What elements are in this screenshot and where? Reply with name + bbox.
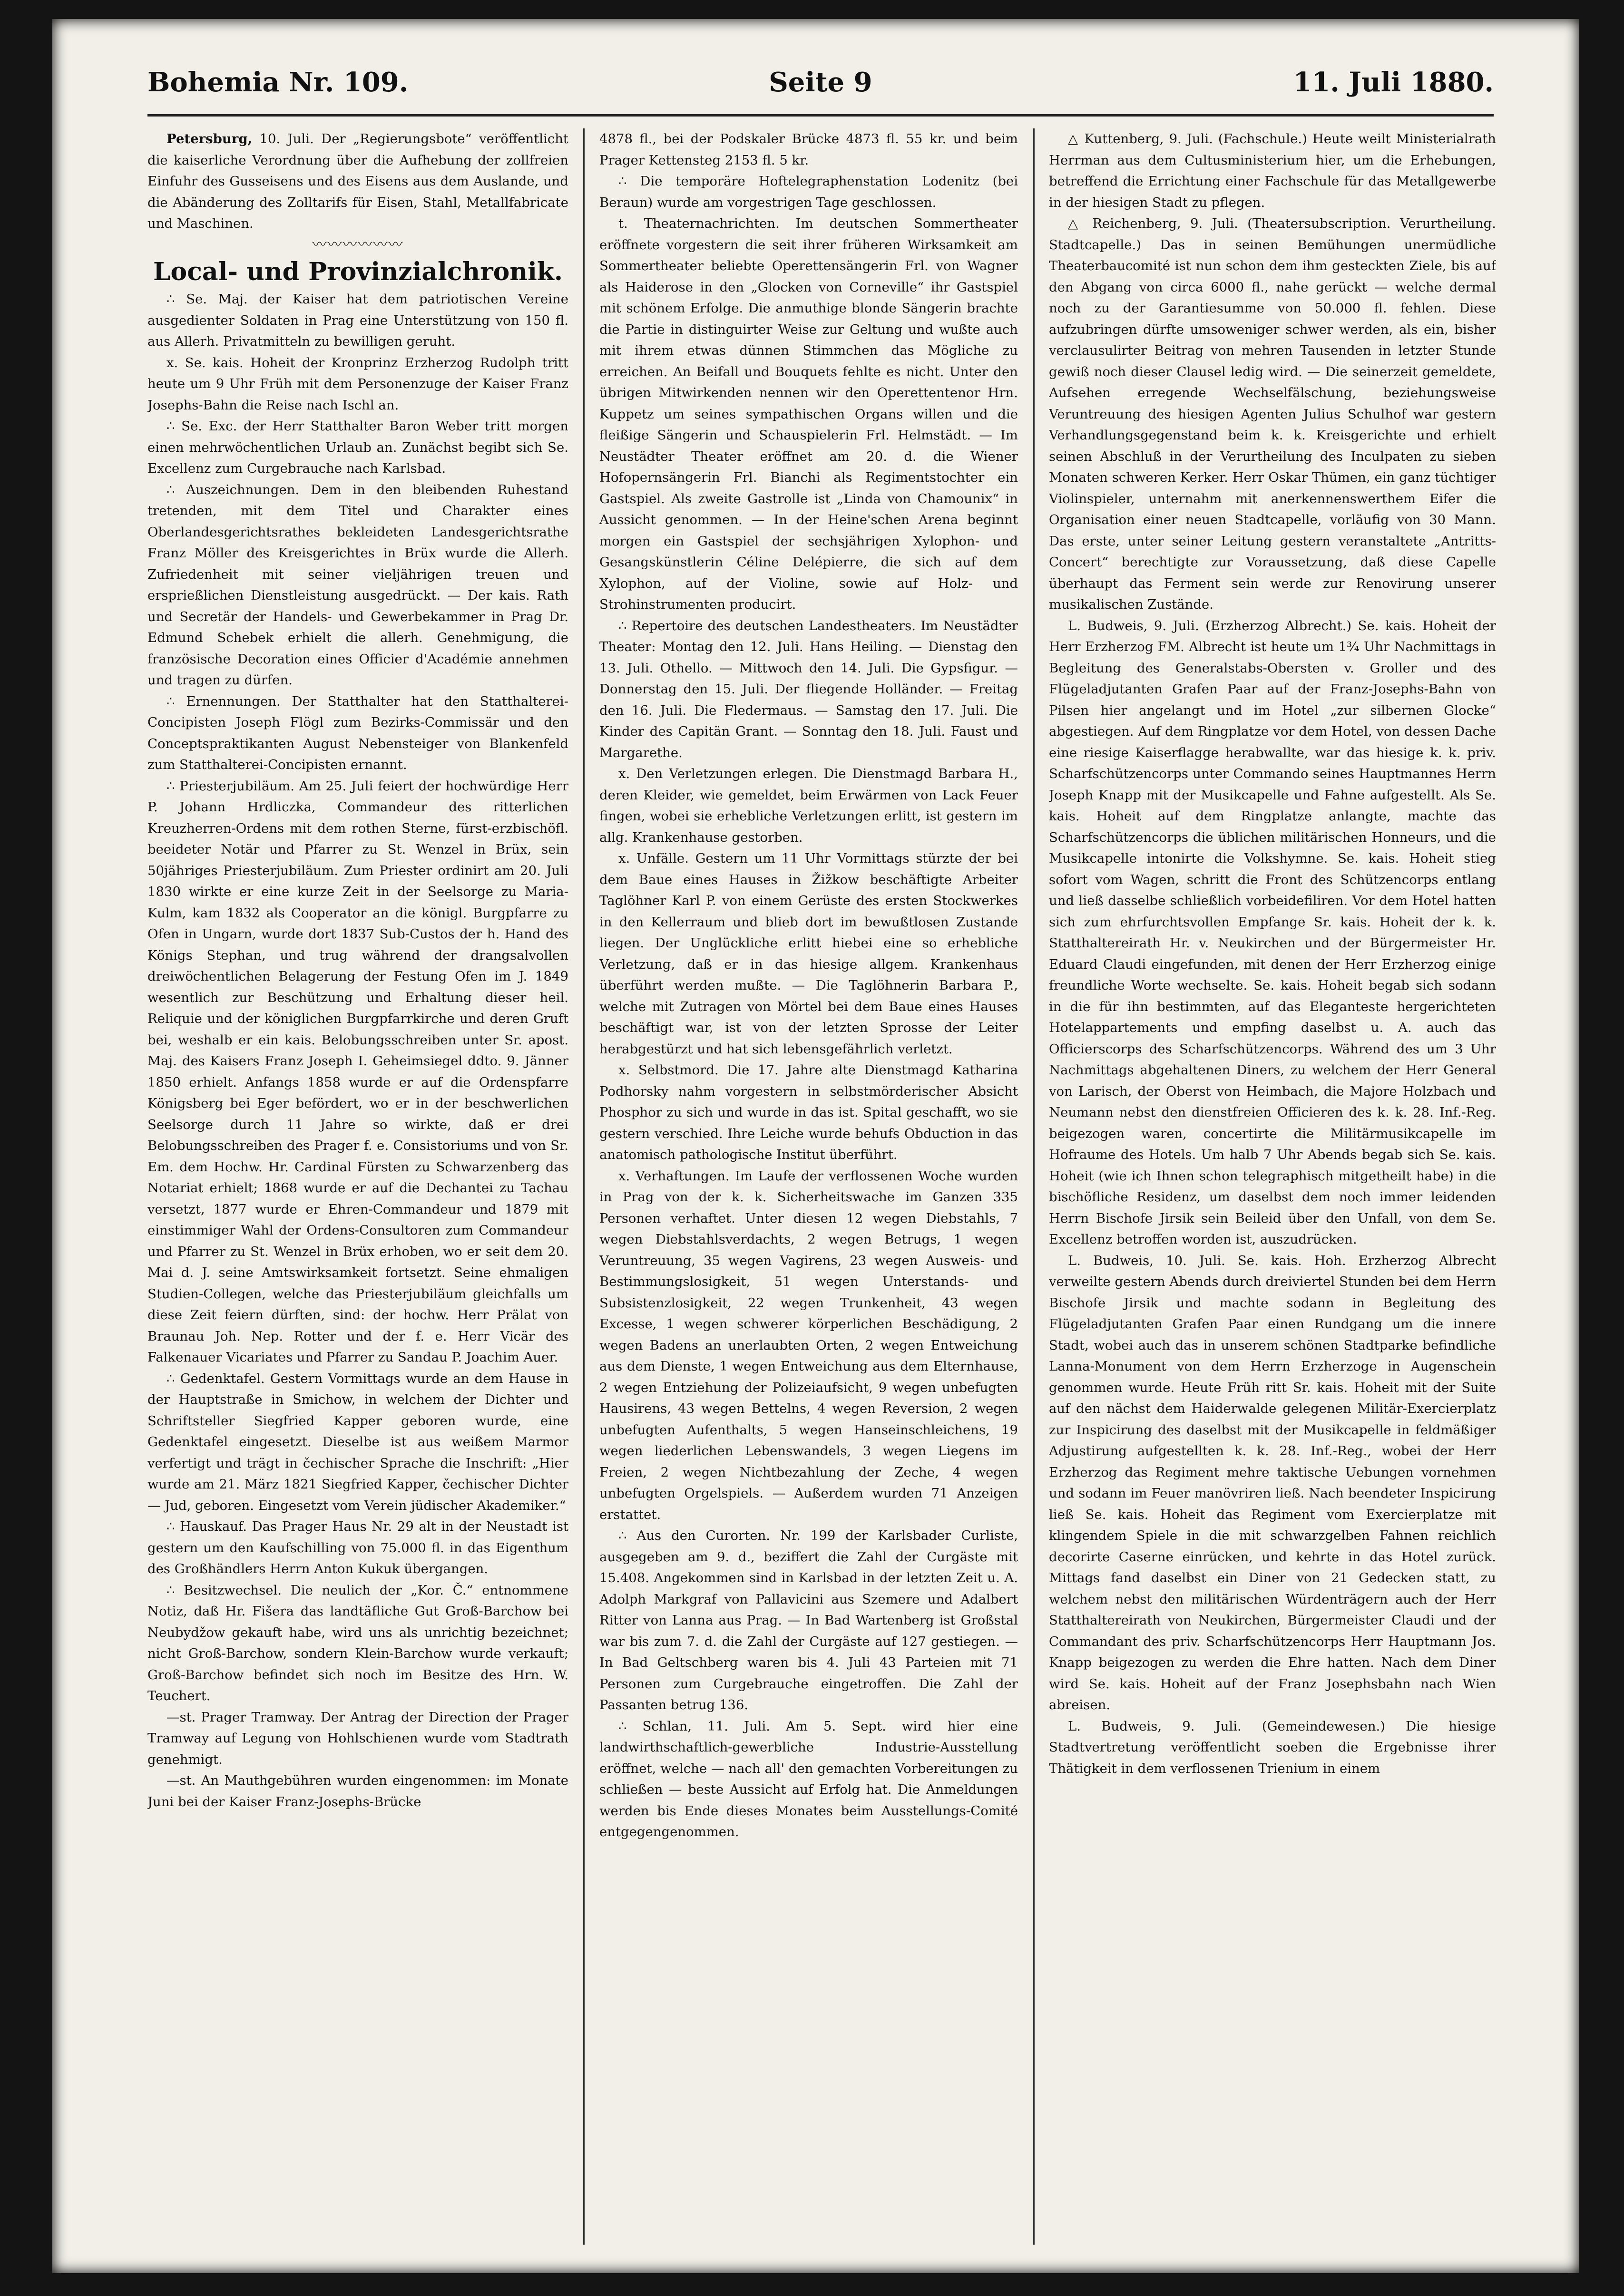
column-rule	[583, 128, 585, 2245]
page-number: Seite 9	[769, 67, 872, 98]
article-paragraph: x. Unfälle. Gestern um 11 Uhr Vormittags stürzte der bei dem Baue eines Hauses in Žižkow beschäftigte Arbeiter Taglöhner Karl P. von einem Gerüste des ersten Stockwerkes in den Kellerraum und blieb dort im bewußtlosen Zustande liegen. Der Unglückliche erlitt hiebei eine so erhebliche Verletzung, daß er in das hiesige allgem. Krankenhaus überführt werden mußte. — Die Taglöhnerin Barbara P., welche mit Zutragen von Mörtel bei dem Baue eines Hauses beschäftigt war, ist von der letzten Sprosse der Leiter herabgestürzt und hat sich lebensgefährlich verletzt.	[599, 851, 1018, 1057]
article-paragraph: ∴ Gedenktafel. Gestern Vormittags wurde an dem Hause in der Hauptstraße in Smichow, in welchem der Dichter und Schriftsteller Siegfried Kapper geboren wurde, eine Gedenktafel eingesetzt. Dieselbe ist aus weißem Marmor verfertigt und trägt in čechischer Sprache die Inschrift: „Hier wurde am 21. März 1821 Siegfried Kapper, čechischer Dichter — Jud, geboren. Eingesetzt vom Verein jüdischer Akademiker.“	[147, 1371, 568, 1513]
article-paragraph: L. Budweis, 9. Juli. (Erzherzog Albrecht.) Se. kais. Hoheit der Herr Erzherzog FM. Albrecht ist heute um 1¾ Uhr Nachmittags in Begleitung des Generalstabs-Obersten v. Groller und des Flügeladjutanten Grafen Paar auf der Franz-Josephs-Bahn von Pilsen hier angelangt und im Hotel „zur silbernen Glocke“ abgestiegen. Auf dem Ringplatze vor dem Hotel, von dessen Dache eine riesige Kaiserflagge herabwallte, war das hiesige k. k. priv. Scharfschützencorps unter Commando seines Hauptmannes Herrn Joseph Knapp mit der Musikcapelle und Fahne aufgestellt. Als Se. kais. Hoheit auf dem Ringplatze anlangte, machte das Scharfschützencorps die üblichen militärischen Honneurs, und die Musikcapelle intonirte die Volkshymne. Se. kais. Hoheit stieg sofort vom Wagen, schritt die Front des Schützencorps entlang und ließ dasselbe schließlich vorbeidefiliren. Vor dem Hotel hatten sich zum ehrfurchtsvollen Empfange Sr. kais. Hoheit der k. k. Statthaltereirath Hr. v. Neukirchen und der Bürgermeister Hr. Eduard Claudi eingefunden, mit denen der Herr Erzherzog einige freundliche Worte wechselte. Se. kais. Hoheit begab sich sodann in die für ihn bestimmten, auf das Eleganteste hergerichteten Hotelappartements und empfing daselbst u. A. auch das Officierscorps des Scharfschützencorps. Während des um 3 Uhr Nachmittags abgehaltenen Diners, zu welchem der Herr General von Larisch, der Oberst von Heimbach, die Majore Holzbach und Neumann nebst den dienstfreien Officieren des k. k. 28. Inf.-Reg. beigezogen waren, concertirte die Militärmusikcapelle im Hofraume des Hotels. Um halb 7 Uhr Abends begab sich Se. kais. Hoheit (wie ich Ihnen schon telegraphisch mitgetheilt habe) in die bischöfliche Residenz, um daselbst dem noch immer leidenden Herrn Bischofe Jirsik sein Beileid über den Unfall, von dem Se. Excellenz betroffen worden ist, auszudrücken.	[1049, 618, 1496, 1247]
issue-date: 11. Juli 1880.	[1293, 67, 1494, 98]
article-petersburg	[147, 128, 568, 234]
article-paragraph: △ Reichenberg, 9. Juli. (Theatersubscription. Verurtheilung. Stadtcapelle.) Das in seinen Bemühungen unermüdliche Theaterbaucomité ist nun schon dem ihm gesteckten Ziele, bis auf den Abgang von circa 6000 fl., nahe gerückt — welche dermal noch zu der Garantiesumme von 50.000 fl. fehlen. Diese aufzubringen dürfte umsoweniger schwer werden, als ein, bisher verclausulirter Beitrag von mehren Tausenden in letzter Stunde gewiß noch dieser Clausel ledig wird. — Die seinerzeit gemeldete, Aufsehen erregende Wechselfälschung, beziehungsweise Veruntreuung des hiesigen Agenten Julius Schulhof war gestern Verhandlungsgegenstand beim k. k. Kreisgerichte und erhielt seinen Abschluß in der Verurtheilung des Inculpaten zu sieben Monaten schweren Kerker. Herr Oskar Thümen, ein ganz tüchtiger Violinspieler, unternahm mit anerkennenswerthem Eifer die Organisation einer neuen Stadtcapelle, vorläufig von 30 Mann. Das erste, unter seiner Leitung gestern veranstaltete „Antritts-Concert“ berechtigte zur Voraussetzung, daß diese Capelle überhaupt das Ferment sein werde zur Renovirung unserer musikalischen Zustände.	[1049, 216, 1496, 612]
article-paragraph: x. Den Verletzungen erlegen. Die Dienstmagd Barbara H., deren Kleider, wie gemeldet, beim Erwärmen von Lack Feuer fingen, wobei sie erhebliche Verletzungen erlitt, ist gestern im allg. Krankenhause gestorben.	[599, 766, 1018, 845]
article-paragraph: —st. An Mauthgebühren wurden eingenommen: im Monate Juni bei der Kaiser Franz-Josephs-Brücke	[147, 1773, 568, 1810]
article-paragraph: ∴ Se. Exc. der Herr Statthalter Baron Weber tritt morgen einen mehrwöchentlichen Urlaub an. Zunächst begibt sich Se. Excellenz zum Curgebrauche nach Karlsbad.	[147, 418, 568, 476]
article-text: 10. Juli. Der „Regierungsbote“ veröffentlicht die kaiserliche Verordnung über die Aufhebung der zollfreien Einfuhr des Gusseisens und des Eisens aus dem Auslande, und die Abänderung des Zolltarifs für Eisen, Stahl, Metallfabricate und Maschinen.	[147, 131, 568, 231]
newspaper-page	[52, 19, 1579, 2273]
dateline: Petersburg,	[166, 131, 253, 146]
article-paragraph: x. Se. kais. Hoheit der Kronprinz Erzherzog Rudolph tritt heute um 9 Uhr Früh mit dem Personenzuge der Kaiser Franz Josephs-Bahn die Reise nach Ischl an.	[147, 355, 568, 413]
article-paragraph: ∴ Ernennungen. Der Statthalter hat den Statthalterei-Concipisten Joseph Flögl zum Bezirks-Commissär und den Conceptspraktikanten August Nebensteiger von Blankenfeld zum Statthalterei-Concipisten ernannt.	[147, 693, 568, 772]
section-title: Local- und Provinzialchronik.	[153, 257, 563, 286]
column-1	[147, 128, 568, 2245]
article-paragraph: —st. Prager Tramway. Der Antrag der Direction der Prager Tramway auf Legung von Hohlschienen wurde vom Stadtrath genehmigt.	[147, 1709, 568, 1767]
article-paragraph: ∴ Priesterjubiläum. Am 25. Juli feiert der hochwürdige Herr P. Johann Hrdliczka, Commandeur des ritterlichen Kreuzherren-Ordens mit dem rothen Sterne, fürst-erzbischöfl. beeideter Notär und Pfarrer zu St. Wenzel in Brüx, sein 50jähriges Priesterjubiläum. Zum Priester ordinirt am 20. Juli 1830 wirkte er eine kurze Zeit in der Seelsorge zu Maria-Kulm, kam 1832 als Cooperator an die königl. Burgpfarre zu Ofen in Ungarn, wurde dort 1837 Sub-Custos der h. Hand des Königs Stephan, und trug während der drangsalvollen dreiwöchentlichen Belagerung der Festung Ofen im J. 1849 wesentlich zur Beschützung und Erhaltung dieser heil. Reliquie und der königlichen Burgpfarrkirche und deren Gruft bei, weshalb er ein kais. Belobungsschreiben unter Sr. apost. Maj. des Kaisers Franz Joseph I. Geheimsiegel ddto. 9. Jänner 1850 erhielt. Anfangs 1858 wurde er auf die Ordenspfarre Königsberg bei Eger befördert, wo er in der beschwerlichen Seelsorge durch 11 Jahre so wirkte, daß er drei Belobungsschreiben des Prager f. e. Consistoriums und von Sr. Em. dem Hochw. Hr. Cardinal Fürsten zu Schwarzenberg das Notariat erhielt; 1868 wurde er auf die Dechantei zu Tachau versetzt, 1877 wurde er Ehren-Commandeur und 1879 mit einstimmiger Wahl der Ordens-Consultoren zum Commandeur und Pfarrer zu St. Wenzel in Brüx erhoben, wo er seit dem 20. Mai d. J. seine Amtswirksamkeit fortsetzt. Seine ehmaligen Studien-Collegen, welche das Priesterjubiläum gleichfalls um diese Zeit feiern dürften, sind: der hochw. Herr Prälat von Braunau Joh. Nep. Rotter und der f. e. Herr Vicär des Falkenauer Vicariates und Pfarrer zu Sandau P. Joachim Auer.	[147, 778, 568, 1365]
article-paragraph: 4878 fl., bei der Podskaler Brücke 4873 fl. 55 kr. und beim Prager Kettensteg 2153 fl. 5 kr.	[599, 131, 1018, 168]
page-header	[147, 62, 1494, 117]
article-paragraph: x. Verhaftungen. Im Laufe der verflossenen Woche wurden in Prag von der k. k. Sicherheitswache im Ganzen 335 Personen verhaftet. Unter diesen 12 wegen Diebstahls, 7 wegen Diebstahlsverdachts, 2 wegen Betrugs, 1 wegen Veruntreuung, 35 wegen Vagirens, 23 wegen Ausweis- und Bestimmungslosigkeit, 51 wegen Unterstands- und Subsistenzlosigkeit, 22 wegen Trunkenheit, 43 wegen Excesse, 1 wegen schwerer körperlichen Beschädigung, 2 wegen Badens an unerlaubten Orten, 2 wegen Entweichung aus dem Dienste, 1 wegen Entweichung aus dem Elternhause, 2 wegen Entziehung der Polizeiaufsicht, 9 wegen unbefugten Hausirens, 43 wegen Bettelns, 4 wegen Reversion, 2 wegen unbefugten Aufenthalts, 5 wegen Hanseinschleichens, 19 wegen liederlichen Lebenswandels, 3 wegen Liegens im Freien, 2 wegen Nichtbezahlung der Zeche, 4 wegen unbefugten Orgelspiels. — Außerdem wurden 71 Anzeigen erstattet.	[599, 1168, 1018, 1522]
column-2	[599, 128, 1018, 2245]
article-paragraph: ∴ Schlan, 11. Juli. Am 5. Sept. wird hier eine landwirthschaftlich-gewerbliche Industrie-Ausstellung eröffnet, welche — nach all' den gemachten Vorbereitungen zu schließen — beste Aussicht auf Erfolg hat. Die Anmeldungen werden bis Ende dieses Monates beim Ausstellungs-Comité entgegengenommen.	[599, 1718, 1018, 1839]
article-paragraph: ∴ Hauskauf. Das Prager Haus Nr. 29 alt in der Neustadt ist gestern um den Kaufschilling von 75.000 fl. in das Eigenthum des Großhändlers Herrn Anton Kukuk übergangen.	[147, 1519, 568, 1576]
column-rule	[1033, 128, 1035, 2245]
article-paragraph: ∴ Auszeichnungen. Dem in den bleibenden Ruhestand tretenden, mit dem Titel und Charakter eines Oberlandesgerichtsrathes bekleideten Landesgerichtsrathe Franz Möller des Kreisgerichtes in Brüx wurde die Allerh. Zufriedenheit mit seiner vieljährigen treuen und ersprießlichen Dienstleistung ausgedrückt. — Der kais. Rath und Secretär der Handels- und Gewerbekammer in Prag Dr. Edmund Schebek erhielt die allerh. Genehmigung, die französische Decoration eines Officier d'Académie annehmen und tragen zu dürfen.	[147, 482, 568, 688]
ornamental-divider: 〰〰〰〰〰〰	[312, 236, 404, 253]
column-3	[1049, 128, 1496, 2245]
article-paragraph: ∴ Besitzwechsel. Die neulich der „Kor. Č.“ entnommene Notiz, daß Hr. Fišera das landtäfliche Gut Groß-Barchow bei Neubydžow gekauft habe, wird uns als unrichtig bezeichnet; nicht Groß-Barchow, sondern Klein-Barchow wurde verkauft; Groß-Barchow befindet sich noch im Besitze des Hrn. W. Teuchert.	[147, 1582, 568, 1703]
paper-title: Bohemia Nr. 109.	[147, 67, 409, 98]
article-paragraph: x. Selbstmord. Die 17. Jahre alte Dienstmagd Katharina Podhorsky nahm vorgestern in selbstmörderischer Absicht Phosphor zu sich und wurde in das ist. Spital geschafft, wo sie gestern verschied. Ihre Leiche wurde behufs Obduction in das anatomisch pathologische Institut überführt.	[599, 1062, 1018, 1162]
article-paragraph: △ Kuttenberg, 9. Juli. (Fachschule.) Heute weilt Ministerialrath Herrman aus dem Cultusministerium hier, um die Erhebungen, betreffend die Errichtung einer Fachschule für das Metallgewerbe in der hiesigen Stadt zu pflegen.	[1049, 131, 1496, 210]
article-paragraph: L. Budweis, 10. Juli. Se. kais. Hoh. Erzherzog Albrecht verweilte gestern Abends durch dreiviertel Stunden bei dem Herrn Bischofe Jirsik und machte sodann in Begleitung des Flügeladjutanten Grafen Paar einen Rundgang um die innere Stadt, wobei auch das in unserem schönen Stadtparke befindliche Lanna-Monument von dem Herrn Erzherzoge in Augenschein genommen wurde. Heute Früh ritt Sr. kais. Hoheit mit der Suite auf den nächst dem Haiderwalde gelegenen Militär-Exercierplatz zur Inspicirung des daselbst mit der Musikcapelle in feldmäßiger Adjustirung aufgestellten k. k. 28. Inf.-Reg., wobei der Herr Erzherzog das Regiment mehre taktische Uebungen vornehmen und sodann im Feuer manövriren ließ. Nach beendeter Inspicirung ließ Se. kais. Hoheit das Regiment vom Exercierplatze mit klingendem Spiele in die mit schwarzgelben Fahnen reichlich decorirte Caserne einrücken, und kehrte in das Hotel zurück. Mittags fand daselbst ein Diner von 21 Gedecken statt, zu welchem nebst den militärischen Würdenträgern auch der Herr Statthaltereirath von Neukirchen, Bürgermeister Claudi und der Commandant des priv. Scharfschützencorps Herr Hauptmann Jos. Knapp beigezogen zu werden die Ehre hatten. Nach dem Diner wird Se. kais. Hoheit auf der Franz Josephsbahn nach Wien abreisen.	[1049, 1253, 1496, 1712]
article-paragraph: ∴ Die temporäre Hoftelegraphenstation Lodenitz (bei Beraun) wurde am vorgestrigen Tage geschlossen.	[599, 174, 1018, 210]
article-paragraph: t. Theaternachrichten. Im deutschen Sommertheater eröffnete vorgestern die seit ihrer früheren Wirksamkeit am Sommertheater beliebte Operettensängerin Frl. von Wagner als Haiderose in den „Glocken von Corneville“ ihr Gastspiel mit schönem Erfolge. Die anmuthige blonde Sängerin brachte die Partie in distinguirter Weise zur Geltung und wußte auch mit ihrem etwas dünnen Stimmchen das Mögliche zu erreichen. An Beifall und Bouquets fehlte es nicht. Unter den übrigen Mitwirkenden nennen wir den Operettentenor Hrn. Kuppetz um seines sympathischen Organs willen und die fleißige Sängerin und Schauspielerin Frl. Helmstädt. — Im Neustädter Theater eröffnet am 20. d. die Wiener Hofopernsängerin Frl. Bianchi als Regimentstochter ein Gastspiel. Als zweite Gastrolle ist „Linda von Chamounix“ in Aussicht genommen. — In der Heine'schen Arena beginnt morgen ein Gastspiel der sechsjährigen Xylophon- und Gesangskünstlerin Céline Delépierre, die sich auf dem Xylophon, auf der Violine, sowie auf Holz- und Strohinstrumenten producirt.	[599, 216, 1018, 612]
article-paragraph: ∴ Repertoire des deutschen Landestheaters. Im Neustädter Theater: Montag den 12. Juli. Hans Heiling. — Dienstag den 13. Juli. Othello. — Mittwoch den 14. Juli. Die Gypsfigur. — Donnerstag den 15. Juli. Der fliegende Holländer. — Freitag den 16. Juli. Die Fledermaus. — Samstag den 17. Juli. Die Kinder des Capitän Grant. — Sonntag den 18. Juli. Faust und Margarethe.	[599, 618, 1018, 760]
article-paragraph: ∴ Aus den Curorten. Nr. 199 der Karlsbader Curliste, ausgegeben am 9. d., beziffert die Zahl der Curgäste mit 15.408. Angekommen sind in Karlsbad in der letzten Zeit u. A. Adolph Markgraf von Pallavicini aus Szemere und Adalbert Ritter von Lanna aus Prag. — In Bad Wartenberg ist Großstal war bis zum 7. d. die Zahl der Curgäste auf 127 gestiegen. — In Bad Geltschberg waren bis 4. Juli 43 Parteien mit 71 Personen zum Curgebrauche eingetroffen. Die Zahl der Passanten betrug 136.	[599, 1528, 1018, 1712]
article-paragraph: L. Budweis, 9. Juli. (Gemeindewesen.) Die hiesige Stadtvertretung veröffentlicht soeben die Ergebnisse ihrer Thätigkeit in dem verflossenen Trienium in einem	[1049, 1718, 1496, 1776]
article-paragraph: ∴ Se. Maj. der Kaiser hat dem patriotischen Vereine ausgedienter Soldaten in Prag eine Unterstützung von 150 fl. aus Allerh. Privatmitteln zu bewilligen geruht.	[147, 292, 568, 349]
